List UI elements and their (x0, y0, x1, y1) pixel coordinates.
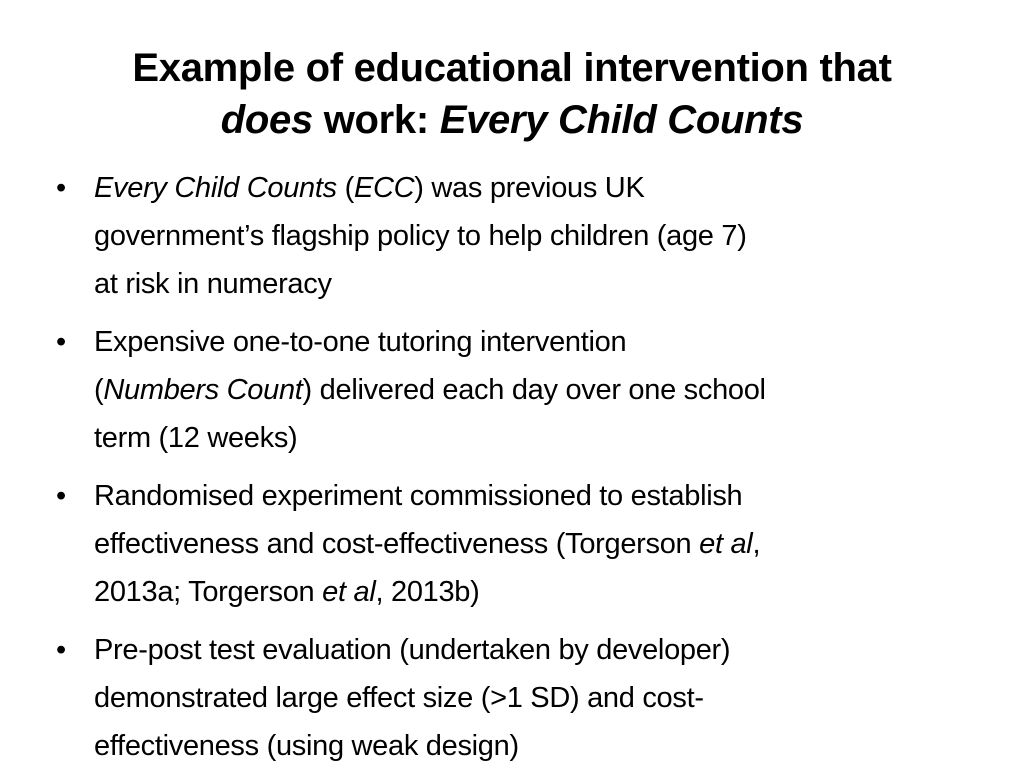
bullet-line: effectiveness (using weak design) (94, 730, 519, 762)
bullet-text (94, 164, 1000, 308)
bullet-text (94, 472, 1000, 616)
bullet-line: at risk in numeracy (94, 268, 332, 300)
bullet-line (94, 164, 1000, 212)
bullet-line: term (12 weeks) (94, 422, 298, 454)
text-run: , (752, 528, 761, 560)
text-run: effectiveness and cost-effectiveness (Torgerson (94, 528, 700, 560)
bullet-line: Expensive one-to-one tutoring intervention (94, 326, 627, 358)
title-line-2 (40, 94, 984, 146)
bullet-marker: • (56, 480, 67, 512)
bullet-marker: • (56, 634, 67, 666)
text-run: ( (94, 374, 104, 406)
italic-text: et al (699, 528, 753, 560)
title-emphasis-does: does (220, 98, 313, 142)
bullet-item-ecc-policy (50, 164, 1000, 308)
text-run: , 2013b) (375, 576, 480, 608)
bullet-marker: • (56, 172, 67, 204)
bullet-line: Pre-post test evaluation (undertaken by developer) (94, 634, 731, 666)
bullet-list (50, 164, 1000, 780)
bullet-text (94, 626, 1000, 770)
bullet-item-pre-post-evaluation (50, 626, 1000, 770)
bullet-line: Randomised experiment commissioned to establish (94, 480, 743, 512)
bullet-line (94, 520, 1000, 568)
italic-text: Numbers Count (103, 374, 303, 406)
text-run: 2013a; Torgerson (94, 576, 323, 608)
bullet-item-randomised-experiment (50, 472, 1000, 616)
text-run: ) was previous UK (414, 172, 645, 204)
bullet-item-tutoring (50, 318, 1000, 462)
bullet-text (94, 318, 1000, 462)
italic-text: ECC (353, 172, 415, 204)
slide-title (40, 42, 984, 146)
bullet-line (94, 366, 1000, 414)
italic-text: Every Child Counts (94, 172, 337, 204)
title-emphasis-ecc: Every Child Counts (439, 98, 804, 142)
bullet-line: demonstrated large effect size (>1 SD) and cost- (94, 682, 704, 714)
bullet-line: government’s flagship policy to help children (age 7) (94, 220, 747, 252)
bullet-line (94, 568, 1000, 616)
bullet-marker: • (56, 326, 67, 358)
text-run: ( (336, 172, 354, 204)
title-work-text: work: (312, 98, 440, 142)
text-run: ) delivered each day over one school (302, 374, 766, 406)
title-line-1: Example of educational intervention that (132, 46, 892, 90)
italic-text: et al (322, 576, 376, 608)
